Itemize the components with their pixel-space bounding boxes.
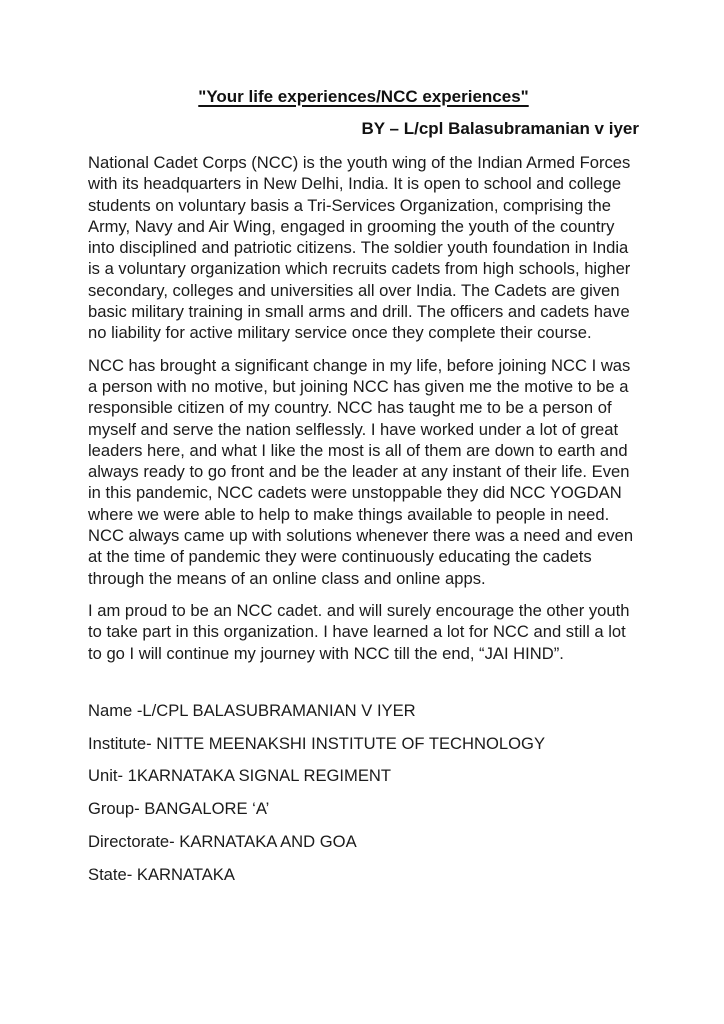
paragraph-ncc-intro: National Cadet Corps (NCC) is the youth wing of the Indian Armed Forces with its headquarters in New Delhi, India. It is open to school and college students on voluntary basis a Tri-Services Organization, comprising the Army, Navy and Air Wing, engaged in grooming the youth of the country into disciplined and patriotic citizens. The soldier youth foundation in India is a voluntary organization which recruits cadets from high schools, higher secondary, colleges and universities all over India. The Cadets are given basic military training in small arms and drill. The officers and cadets have no liability for active military service once they complete their course. [88, 153, 631, 343]
detail-state: State- KARNATAKA [88, 864, 235, 884]
detail-institute: Institute- NITTE MEENAKSHI INSTITUTE OF TECHNOLOGY [88, 733, 546, 753]
cadet-details-section [88, 700, 639, 885]
paragraph-ncc-experience: NCC has brought a significant change in my life, before joining NCC I was a person with no motive, but joining NCC has given me the motive to be a responsible citizen of my country. NCC has taught me to be a person of myself and serve the nation selflessly. I have worked under a lot of great leaders here, and what I like the most is all of them are down to earth and always ready to go front and be the leader at any instant of their life. Even in this pandemic, NCC cadets were unstoppable they did NCC YOGDAN where we were able to help to make things available to people in need. NCC always came up with solutions whenever there was a need and even at the time of pandemic they were continuously educating the cadets through the means of an online class and online apps. [88, 355, 634, 588]
document-byline: BY – L/cpl Balasubramanian v iyer [361, 119, 639, 138]
detail-unit: Unit- 1KARNATAKA SIGNAL REGIMENT [88, 766, 392, 786]
document-title: "Your life experiences/NCC experiences" [198, 87, 529, 106]
detail-directorate: Directorate- KARNATAKA AND GOA [88, 832, 357, 852]
detail-name: Name -L/CPL BALASUBRAMANIAN V IYER [88, 700, 416, 720]
paragraph-ncc-conclusion: I am proud to be an NCC cadet. and will surely encourage the other youth to take part in this organization. I have learned a lot for NCC and still a lot to go I will continue my journey with NCC till the end, “JAI HIND”. [88, 600, 630, 663]
detail-group: Group- BANGALORE ‘A’ [88, 799, 270, 819]
